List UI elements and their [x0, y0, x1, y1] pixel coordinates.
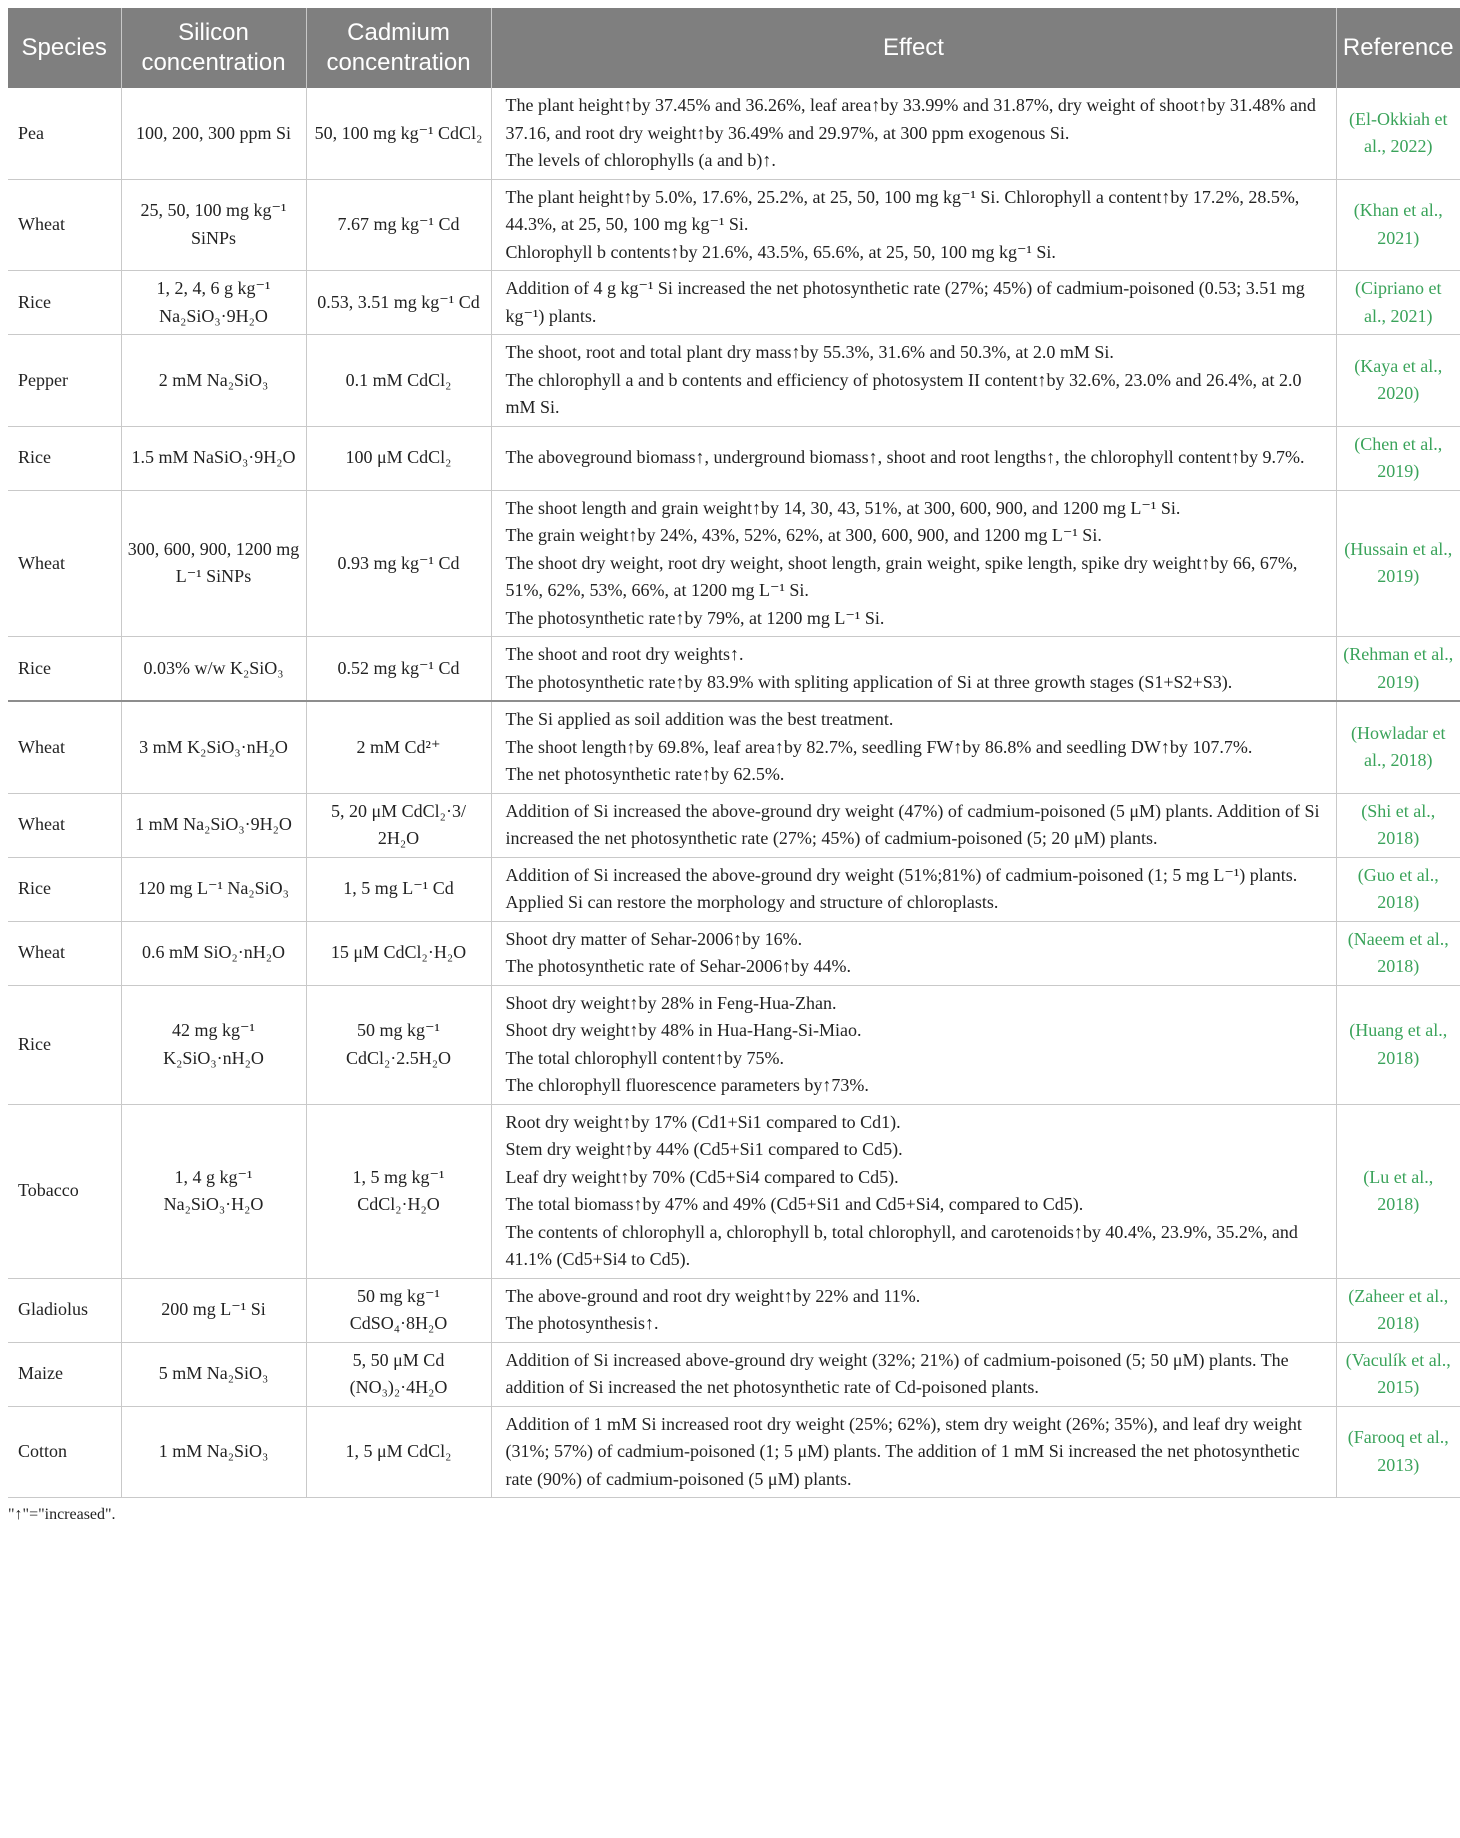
- effect-cell: [491, 637, 1336, 702]
- effect-cell: [491, 793, 1336, 857]
- species-cell: Gladiolus: [8, 1278, 121, 1342]
- cadmium-cell: 7.67 mg kg⁻¹ Cd: [306, 179, 491, 271]
- species-cell: Pea: [8, 88, 121, 179]
- table-row: [8, 88, 1460, 179]
- effect-line: The contents of chlorophyll a, chlorophyll b, total chlorophyll, and carotenoids↑by 40.4%, 23.9%, 35.2%, and 41.1% (Cd5+Si4 to Cd5).: [505, 1221, 1298, 1269]
- cadmium-cell: 50 mg kg⁻¹ CdCl₂·2.5H₂O: [306, 985, 491, 1104]
- reference-link[interactable]: (Khan et al., 2021): [1336, 179, 1460, 271]
- silicon-cell: 300, 600, 900, 1200 mg L⁻¹ SiNPs: [121, 490, 306, 637]
- effect-line: Shoot dry weight↑by 48% in Hua-Hang-Si-Miao.: [505, 1020, 862, 1040]
- effect-line: The total chlorophyll content↑by 75%.: [505, 1047, 784, 1068]
- silicon-cell: 120 mg L⁻¹ Na₂SiO₃: [121, 857, 306, 921]
- cadmium-cell: 5, 50 μM Cd (NO₃)₂·4H₂O: [306, 1342, 491, 1406]
- effect-cell: [491, 179, 1336, 271]
- reference-link[interactable]: (Farooq et al., 2013): [1336, 1406, 1460, 1498]
- effect-line: The grain weight↑by 24%, 43%, 52%, 62%, at 300, 600, 900, and 1200 mg L⁻¹ Si.: [505, 525, 1102, 545]
- table-row: [8, 637, 1460, 702]
- table-row: [8, 1406, 1460, 1498]
- table-row: [8, 179, 1460, 271]
- reference-link[interactable]: (Chen et al., 2019): [1336, 426, 1460, 490]
- effect-cell: [491, 857, 1336, 921]
- table-row: [8, 921, 1460, 985]
- effect-cell: [491, 490, 1336, 637]
- species-cell: Rice: [8, 985, 121, 1104]
- cadmium-cell: 1, 5 μM CdCl₂: [306, 1406, 491, 1498]
- effect-line: The shoot dry weight, root dry weight, shoot length, grain weight, spike length, spike dry weight↑by 66, 67%, 51%, 62%, 53%, 66%, at 1200 mg L⁻¹ Si.: [505, 552, 1298, 600]
- table-container: [8, 8, 1460, 1524]
- species-cell: Rice: [8, 426, 121, 490]
- effect-line: The photosynthetic rate↑by 79%, at 1200 mg L⁻¹ Si.: [505, 607, 885, 628]
- effect-line: Chlorophyll b contents↑by 21.6%, 43.5%, 65.6%, at 25, 50, 100 mg kg⁻¹ Si.: [505, 241, 1056, 262]
- effect-line: The levels of chlorophylls (a and b)↑.: [505, 150, 776, 170]
- effect-cell: [491, 335, 1336, 427]
- table-row: [8, 1278, 1460, 1342]
- table-row: [8, 490, 1460, 637]
- reference-link[interactable]: (Lu et al., 2018): [1336, 1104, 1460, 1278]
- silicon-cell: 0.6 mM SiO₂·nH₂O: [121, 921, 306, 985]
- silicon-cell: 25, 50, 100 mg kg⁻¹ SiNPs: [121, 179, 306, 271]
- effect-cell: [491, 921, 1336, 985]
- cadmium-cell: 0.1 mM CdCl₂: [306, 335, 491, 427]
- reference-link[interactable]: (Vaculík et al., 2015): [1336, 1342, 1460, 1406]
- effect-line: The aboveground biomass↑, underground biomass↑, shoot and root lengths↑, the chlorophyll content↑by 9.7%.: [505, 447, 1305, 468]
- table-row: [8, 857, 1460, 921]
- effect-line: Root dry weight↑by 17% (Cd1+Si1 compared to Cd1).: [505, 1111, 901, 1132]
- effect-line: The plant height↑by 37.45% and 36.26%, leaf area↑by 33.99% and 31.87%, dry weight of shoot↑by 31.48% and 37.16, and root dry weight↑by 36.49% and 29.97%, at 300 ppm exogenous Si.: [505, 95, 1316, 143]
- effect-line: Stem dry weight↑by 44% (Cd5+Si1 compared to Cd5).: [505, 1139, 903, 1159]
- header-silicon: Silicon concentration: [121, 8, 306, 88]
- effect-line: The shoot, root and total plant dry mass↑by 55.3%, 31.6% and 50.3%, at 2.0 mM Si.: [505, 342, 1114, 362]
- header-reference: Reference: [1336, 8, 1460, 88]
- effect-line: The chlorophyll a and b contents and efficiency of photosystem II content↑by 32.6%, 23.0% and 26.4%, at 2.0 mM Si.: [505, 369, 1302, 417]
- effect-line: The above-ground and root dry weight↑by 22% and 11%.: [505, 1285, 921, 1306]
- species-cell: Rice: [8, 271, 121, 335]
- effect-line: Addition of Si increased above-ground dry weight (32%; 21%) of cadmium-poisoned (5; 50 μM) plants. The addition of Si increased the net photosynthetic rate of Cd-poisoned plants.: [505, 1349, 1289, 1397]
- cadmium-cell: 100 μM CdCl₂: [306, 426, 491, 490]
- cadmium-cell: 0.53, 3.51 mg kg⁻¹ Cd: [306, 271, 491, 335]
- cadmium-cell: 0.52 mg kg⁻¹ Cd: [306, 637, 491, 702]
- effect-line: The chlorophyll fluorescence parameters by↑73%.: [505, 1075, 869, 1095]
- silicon-cell: 100, 200, 300 ppm Si: [121, 88, 306, 179]
- cadmium-cell: 50 mg kg⁻¹ CdSO₄·8H₂O: [306, 1278, 491, 1342]
- silicon-cell: 1 mM Na₂SiO₃·9H₂O: [121, 793, 306, 857]
- silicon-cell: 200 mg L⁻¹ Si: [121, 1278, 306, 1342]
- cadmium-cell: 1, 5 mg kg⁻¹ CdCl₂·H₂O: [306, 1104, 491, 1278]
- cadmium-cell: 2 mM Cd²⁺: [306, 701, 491, 793]
- header-row: [8, 8, 1460, 88]
- species-cell: Rice: [8, 637, 121, 702]
- reference-link[interactable]: (Zaheer et al., 2018): [1336, 1278, 1460, 1342]
- effect-line: Addition of 4 g kg⁻¹ Si increased the net photosynthetic rate (27%; 45%) of cadmium-poisoned (0.53; 3.51 mg kg⁻¹) plants.: [505, 278, 1305, 326]
- table-row: [8, 335, 1460, 427]
- effect-cell: [491, 985, 1336, 1104]
- reference-link[interactable]: (Cipriano et al., 2021): [1336, 271, 1460, 335]
- effect-line: The total biomass↑by 47% and 49% (Cd5+Si1 and Cd5+Si4, compared to Cd5).: [505, 1194, 1084, 1214]
- effect-cell: [491, 271, 1336, 335]
- cadmium-cell: 5, 20 μM CdCl₂·3/ 2H₂O: [306, 793, 491, 857]
- silicon-cell: 1, 2, 4, 6 g kg⁻¹ Na₂SiO₃·9H₂O: [121, 271, 306, 335]
- effect-cell: [491, 1104, 1336, 1278]
- reference-link[interactable]: (Shi et al., 2018): [1336, 793, 1460, 857]
- reference-link[interactable]: (Howladar et al., 2018): [1336, 701, 1460, 793]
- header-species: Species: [8, 8, 121, 88]
- effect-line: Addition of Si increased the above-ground dry weight (51%;81%) of cadmium-poisoned (1; 5 mg L⁻¹) plants. Applied Si can restore the morphology and structure of chloroplasts.: [505, 864, 1298, 912]
- reference-link[interactable]: (Naeem et al., 2018): [1336, 921, 1460, 985]
- effect-line: The Si applied as soil addition was the best treatment.: [505, 709, 894, 729]
- effect-line: The plant height↑by 5.0%, 17.6%, 25.2%, at 25, 50, 100 mg kg⁻¹ Si. Chlorophyll a content↑by 17.2%, 28.5%, 44.3%, at 25, 50, 100 mg kg⁻¹ Si.: [505, 186, 1300, 234]
- reference-link[interactable]: (Kaya et al., 2020): [1336, 335, 1460, 427]
- reference-link[interactable]: (El-Okkiah et al., 2022): [1336, 88, 1460, 179]
- effect-line: Addition of Si increased the above-ground dry weight (47%) of cadmium-poisoned (5 μM) plants. Addition of Si increased the net photosynthetic rate (27%; 45%) of cadmium-poisoned (5; 20 μM) plants.: [505, 800, 1320, 848]
- header-cadmium: Cadmium concentration: [306, 8, 491, 88]
- species-cell: Wheat: [8, 701, 121, 793]
- effect-line: The shoot and root dry weights↑.: [505, 644, 744, 664]
- effect-cell: [491, 88, 1336, 179]
- cadmium-cell: 15 μM CdCl₂·H₂O: [306, 921, 491, 985]
- species-cell: Wheat: [8, 921, 121, 985]
- table-body: [8, 88, 1460, 1498]
- species-cell: Maize: [8, 1342, 121, 1406]
- cadmium-cell: 50, 100 mg kg⁻¹ CdCl₂: [306, 88, 491, 179]
- effect-cell: [491, 701, 1336, 793]
- table-row: [8, 426, 1460, 490]
- effect-cell: [491, 426, 1336, 490]
- species-cell: Rice: [8, 857, 121, 921]
- footnote: "↑"="increased".: [8, 1506, 116, 1523]
- table-row: [8, 1104, 1460, 1278]
- cadmium-cell: 1, 5 mg L⁻¹ Cd: [306, 857, 491, 921]
- effect-line: The photosynthesis↑.: [505, 1313, 659, 1333]
- species-cell: Cotton: [8, 1406, 121, 1498]
- silicon-cell: 42 mg kg⁻¹ K₂SiO₃·nH₂O: [121, 985, 306, 1104]
- effect-line: Shoot dry matter of Sehar-2006↑by 16%.: [505, 928, 803, 949]
- effect-line: The shoot length↑by 69.8%, leaf area↑by 82.7%, seedling FW↑by 86.8% and seedling DW↑by 107.7%.: [505, 736, 1253, 757]
- species-cell: Wheat: [8, 793, 121, 857]
- effect-cell: [491, 1342, 1336, 1406]
- table-row: [8, 1342, 1460, 1406]
- silicon-cell: 0.03% w/w K₂SiO₃: [121, 637, 306, 702]
- silicon-cell: 1, 4 g kg⁻¹ Na₂SiO₃·H₂O: [121, 1104, 306, 1278]
- table-row: [8, 271, 1460, 335]
- reference-link[interactable]: (Guo et al., 2018): [1336, 857, 1460, 921]
- silicon-cell: 5 mM Na₂SiO₃: [121, 1342, 306, 1406]
- effect-line: The net photosynthetic rate↑by 62.5%.: [505, 764, 785, 784]
- species-cell: Wheat: [8, 179, 121, 271]
- reference-link[interactable]: (Huang et al., 2018): [1336, 985, 1460, 1104]
- species-cell: Tobacco: [8, 1104, 121, 1278]
- silicon-cell: 3 mM K₂SiO₃·nH₂O: [121, 701, 306, 793]
- table-row: [8, 701, 1460, 793]
- effect-line: The photosynthetic rate↑by 83.9% with spliting application of Si at three growth stages (S1+S2+S3).: [505, 671, 1233, 692]
- effect-line: Shoot dry weight↑by 28% in Feng-Hua-Zhan.: [505, 992, 837, 1013]
- silicon-cell: 1.5 mM NaSiO₃·9H₂O: [121, 426, 306, 490]
- effect-cell: [491, 1406, 1336, 1498]
- header-effect: Effect: [491, 8, 1336, 88]
- effect-line: The photosynthetic rate of Sehar-2006↑by 44%.: [505, 956, 852, 976]
- effect-line: Addition of 1 mM Si increased root dry weight (25%; 62%), stem dry weight (26%; 35%), and leaf dry weight (31%; 57%) of cadmium-poisoned (1; 5 μM) plants. The addition of 1 mM Si increased the net photosynthetic rate (90%) of cadmium-poisoned (5 μM) plants.: [505, 1413, 1302, 1489]
- data-table: [8, 8, 1460, 1498]
- species-cell: Pepper: [8, 335, 121, 427]
- cadmium-cell: 0.93 mg kg⁻¹ Cd: [306, 490, 491, 637]
- effect-line: The shoot length and grain weight↑by 14, 30, 43, 51%, at 300, 600, 900, and 1200 mg L⁻¹ Si.: [505, 497, 1181, 518]
- silicon-cell: 2 mM Na₂SiO₃: [121, 335, 306, 427]
- effect-cell: [491, 1278, 1336, 1342]
- reference-link[interactable]: (Hussain et al., 2019): [1336, 490, 1460, 637]
- table-row: [8, 793, 1460, 857]
- effect-line: Leaf dry weight↑by 70% (Cd5+Si4 compared to Cd5).: [505, 1166, 899, 1187]
- species-cell: Wheat: [8, 490, 121, 637]
- silicon-cell: 1 mM Na₂SiO₃: [121, 1406, 306, 1498]
- reference-link[interactable]: (Rehman et al., 2019): [1336, 637, 1460, 702]
- table-row: [8, 985, 1460, 1104]
